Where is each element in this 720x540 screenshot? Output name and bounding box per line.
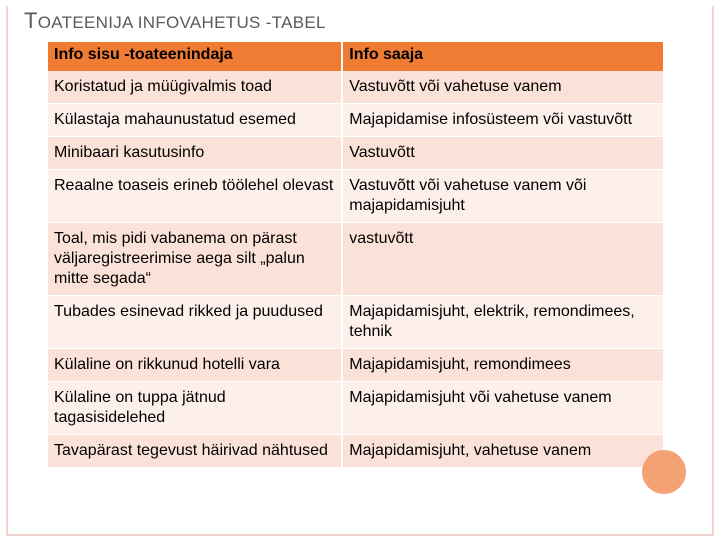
table-row <box>48 296 665 349</box>
cell-info-recipient: Majapidamisjuht, elektrik, remondimees, tehnik <box>343 296 665 349</box>
table-row <box>48 223 665 296</box>
table-row <box>48 137 665 170</box>
cell-info-content: Toal, mis pidi vabanema on pärast väljaregistreerimise aega silt „palun mitte segada“ <box>48 223 343 296</box>
title-rest: OATEENIJA INFOVAHETUS -TABEL <box>37 13 326 32</box>
cell-info-recipient: vastuvõtt <box>343 223 665 296</box>
cell-info-content: Tavapärast tegevust häirivad nähtused <box>48 435 343 468</box>
cell-info-content: Külastaja mahaunustatud esemed <box>48 104 343 137</box>
header-info-content: Info sisu -toateenindaja <box>48 42 343 71</box>
cell-info-content: Tubades esinevad rikked ja puudused <box>48 296 343 349</box>
table-row <box>48 170 665 223</box>
table-row <box>48 104 665 137</box>
cell-info-recipient: Majapidamise infosüsteem või vastuvõtt <box>343 104 665 137</box>
title-first-letter: T <box>24 8 38 33</box>
cell-info-content: Koristatud ja müügivalmis toad <box>48 71 343 104</box>
cell-info-recipient: Majapidamisjuht, remondimees <box>343 349 665 382</box>
table-row <box>48 435 665 468</box>
decorative-circle <box>642 450 686 494</box>
slide-frame-bottom <box>6 534 714 536</box>
slide-title <box>24 8 326 34</box>
cell-info-content: Reaalne toaseis erineb töölehel olevast <box>48 170 343 223</box>
cell-info-recipient: Vastuvõtt või vahetuse vanem <box>343 71 665 104</box>
cell-info-recipient: Vastuvõtt <box>343 137 665 170</box>
cell-info-recipient: Vastuvõtt või vahetuse vanem või majapidamisjuht <box>343 170 665 223</box>
cell-info-recipient: Majapidamisjuht või vahetuse vanem <box>343 382 665 435</box>
cell-info-content: Minibaari kasutusinfo <box>48 137 343 170</box>
table-header-row <box>48 42 665 71</box>
table-row <box>48 382 665 435</box>
cell-info-content: Külaline on tuppa jätnud tagasisidelehed <box>48 382 343 435</box>
cell-info-recipient: Majapidamisjuht, vahetuse vanem <box>343 435 665 468</box>
cell-info-content: Külaline on rikkunud hotelli vara <box>48 349 343 382</box>
table-row <box>48 71 665 104</box>
info-exchange-table <box>48 42 665 468</box>
slide-frame-right <box>712 6 714 534</box>
header-info-recipient: Info saaja <box>343 42 665 71</box>
table-row <box>48 349 665 382</box>
slide-frame-left <box>6 6 8 534</box>
